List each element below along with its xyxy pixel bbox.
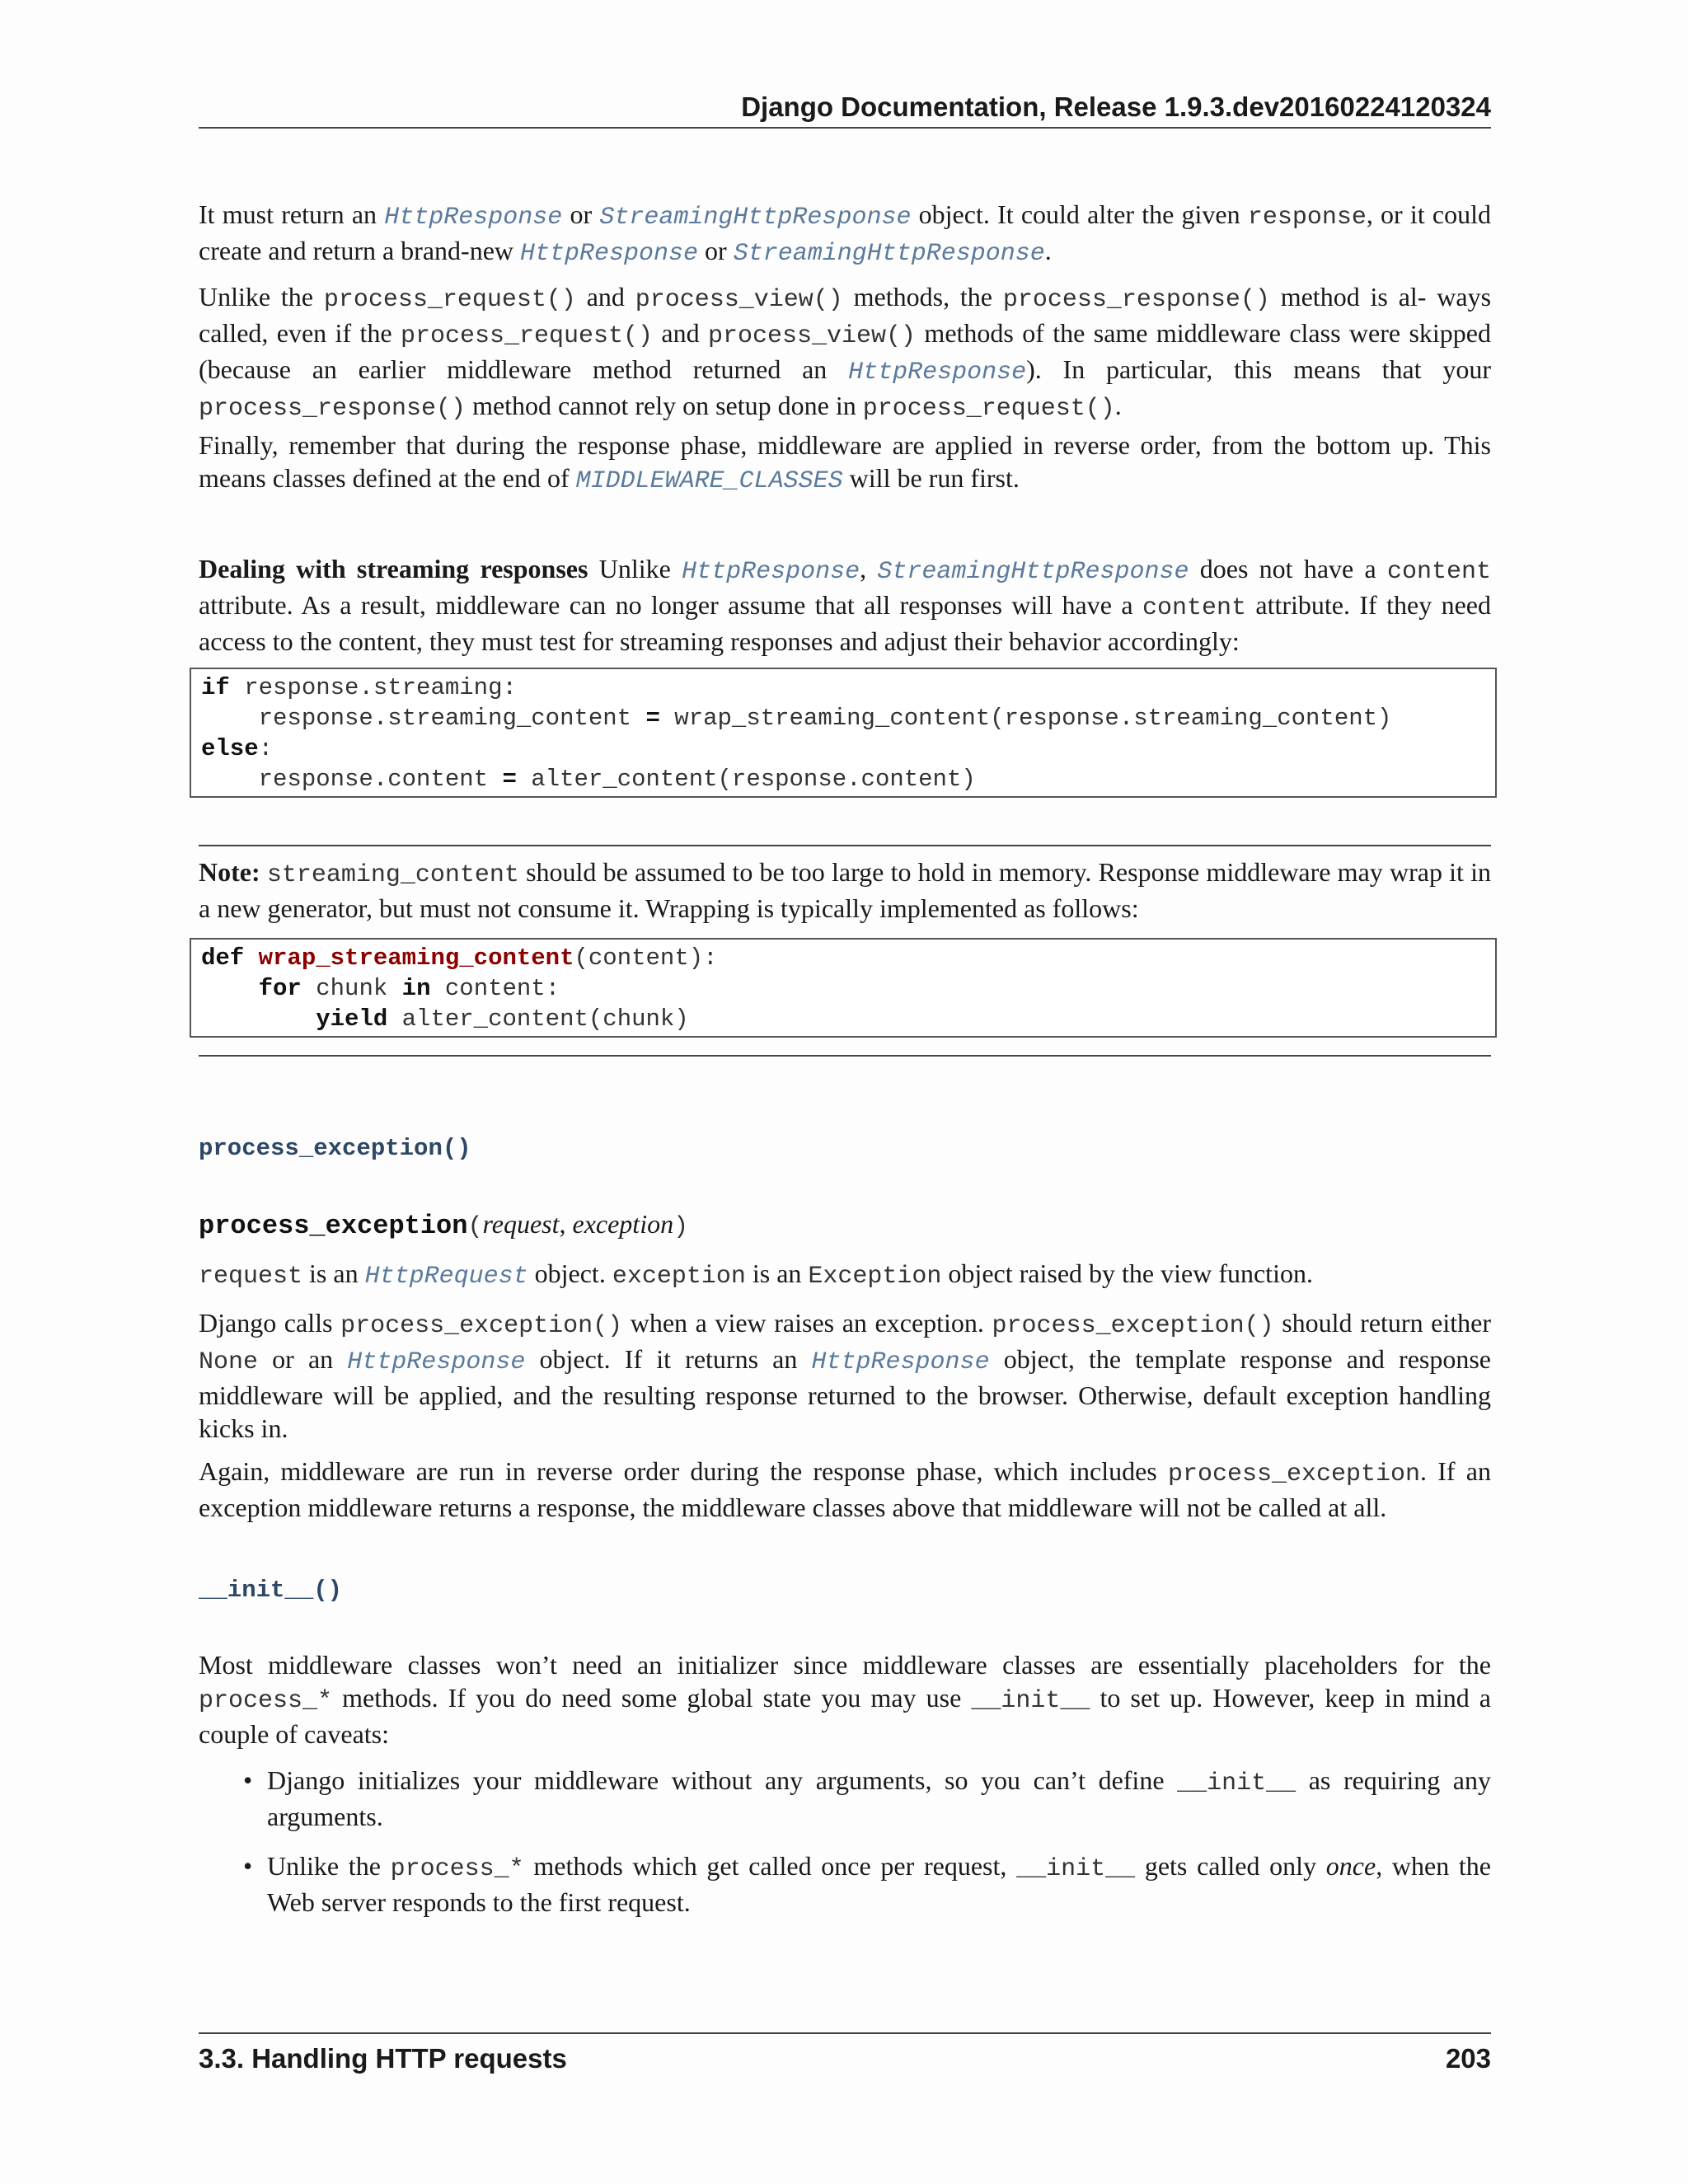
streaminghttpresponse-link[interactable]: StreamingHttpResponse <box>877 558 1189 586</box>
inline-code: __init__ <box>1016 1855 1136 1883</box>
inline-code: process_response() <box>1002 286 1270 314</box>
paragraph-return-value: It must return an HttpResponse or StreamingHttpResponse object. It could alter the given response, or it could create and return a brand-new HttpResponse or StreamingHttpResponse. <box>199 199 1492 268</box>
code-block-wrap: def wrap_streaming_content(content): for chunk in content: yield alter_content(chunk) <box>190 938 1497 1038</box>
inline-code: process_request() <box>400 322 654 350</box>
httpresponse-link[interactable]: HttpResponse <box>384 204 563 232</box>
inline-code: __init__ <box>971 1687 1090 1715</box>
httpresponse-link[interactable]: HttpResponse <box>811 1348 990 1376</box>
paragraph-django-calls: Django calls process_exception() when a view raises an exception. process_exception() should return either None or an HttpResponse object. If it returns an HttpResponse object, the template response and response middleware will be applied, and the resulting response returned to the browser. Otherwise, default exception handling kicks in. <box>199 1308 1492 1443</box>
paragraph-exception-args: request is an HttpRequest object. exception is an Exception object raised by the view function. <box>199 1258 1313 1291</box>
paragraph-again-reverse: Again, middleware are run in reverse order during the response phase, which includes process_exception. If an exception middleware returns a response, the middleware classes above that middleware will not be called at all. <box>199 1456 1492 1522</box>
httprequest-link[interactable]: HttpRequest <box>364 1263 528 1291</box>
inline-code: process_exception() <box>340 1312 623 1340</box>
page-number: 203 <box>1445 2043 1491 2074</box>
method-signature: process_exception(request, exception) <box>199 1209 689 1241</box>
inline-code: process_exception <box>1167 1460 1421 1488</box>
paragraph-initializer: Most middleware classes won’t need an initializer since middleware classes are essentially placeholders for the process_* methods. If you do need some global state you may use __init__ to set up. However, keep in mind a couple of caveats: <box>199 1650 1492 1749</box>
list-item: • Django initializes your middleware without any arguments, so you can’t define __init__ as requiring any arguments. <box>199 1764 1491 1833</box>
httpresponse-link[interactable]: HttpResponse <box>347 1348 526 1376</box>
code-block-streaming: if response.streaming: response.streaming_content = wrap_streaming_content(response.streaming_content) else: response.content = alter_content(response.content) <box>190 668 1497 798</box>
list-item: • Unlike the process_* methods which get called once per request, __init__ gets called only once, when the Web server responds to the first request. <box>199 1849 1491 1919</box>
inline-code: process_exception() <box>992 1312 1274 1340</box>
inline-code: response <box>1247 204 1367 232</box>
inline-code: Exception <box>808 1263 942 1291</box>
note-paragraph: Note: streaming_content should be assumed to be too large to hold in memory. Response middleware may wrap it in a new generator, but must not consume it. Wrapping is typically implemented as follows: <box>199 857 1492 923</box>
running-header: Django Documentation, Release 1.9.3.dev20160224120324 <box>199 89 1491 129</box>
paragraph-always-called: Unlike the process_request() and process_view() methods, the process_response() method is al- ways called, even if the process_request() and process_view() methods of the same middleware class were skipped (because an earlier middleware method returned an HttpResponse). In particular, this means that your process_response() method cannot rely on setup done in process_request(). <box>199 282 1492 423</box>
caveats-list <box>199 1764 1491 1919</box>
inline-code: process_view() <box>708 322 917 350</box>
httpresponse-link[interactable]: HttpResponse <box>520 240 699 268</box>
inline-code: request <box>199 1263 303 1291</box>
note-label: Note: <box>199 857 260 887</box>
inline-code: process_request() <box>862 395 1115 423</box>
note-top-divider <box>199 845 1491 846</box>
middleware-classes-link[interactable]: MIDDLEWARE_CLASSES <box>575 467 843 495</box>
section-heading-process-exception: process_exception() <box>199 1135 471 1162</box>
streaminghttpresponse-link[interactable]: StreamingHttpResponse <box>599 204 912 232</box>
streaming-responses-heading: Dealing with streaming responses <box>199 554 588 583</box>
inline-code: process_view() <box>635 286 843 314</box>
footer-section-title: 3.3. Handling HTTP requests <box>199 2043 567 2074</box>
inline-code: process_request() <box>323 286 576 314</box>
streaminghttpresponse-link[interactable]: StreamingHttpResponse <box>733 240 1045 268</box>
inline-code: exception <box>612 1263 746 1291</box>
paragraph-reverse-order: Finally, remember that during the response phase, middleware are applied in reverse order, from the bottom up. This means classes defined at the end of MIDDLEWARE_CLASSES will be run first. <box>199 430 1491 495</box>
inline-code: content <box>1387 558 1492 586</box>
inline-code: process_response() <box>199 395 467 423</box>
inline-code: process_* <box>199 1687 333 1715</box>
paragraph-streaming-responses: Dealing with streaming responses Unlike HttpResponse, StreamingHttpResponse does not have a content attribute. As a result, middleware can no longer assume that all responses will have a content attribute. If they need access to the content, they must test for streaming responses and adjust their behavior accordingly: <box>199 554 1492 656</box>
inline-code: streaming_content <box>266 861 519 889</box>
inline-code: None <box>199 1348 259 1376</box>
inline-code: __init__ <box>1177 1769 1296 1797</box>
note-bottom-divider <box>199 1055 1491 1057</box>
running-footer <box>199 2032 1491 2077</box>
inline-code: process_* <box>390 1855 524 1883</box>
inline-code: content <box>1142 594 1246 622</box>
httpresponse-link[interactable]: HttpResponse <box>848 359 1027 387</box>
httpresponse-link[interactable]: HttpResponse <box>682 558 860 586</box>
section-heading-init: __init__() <box>199 1577 343 1604</box>
